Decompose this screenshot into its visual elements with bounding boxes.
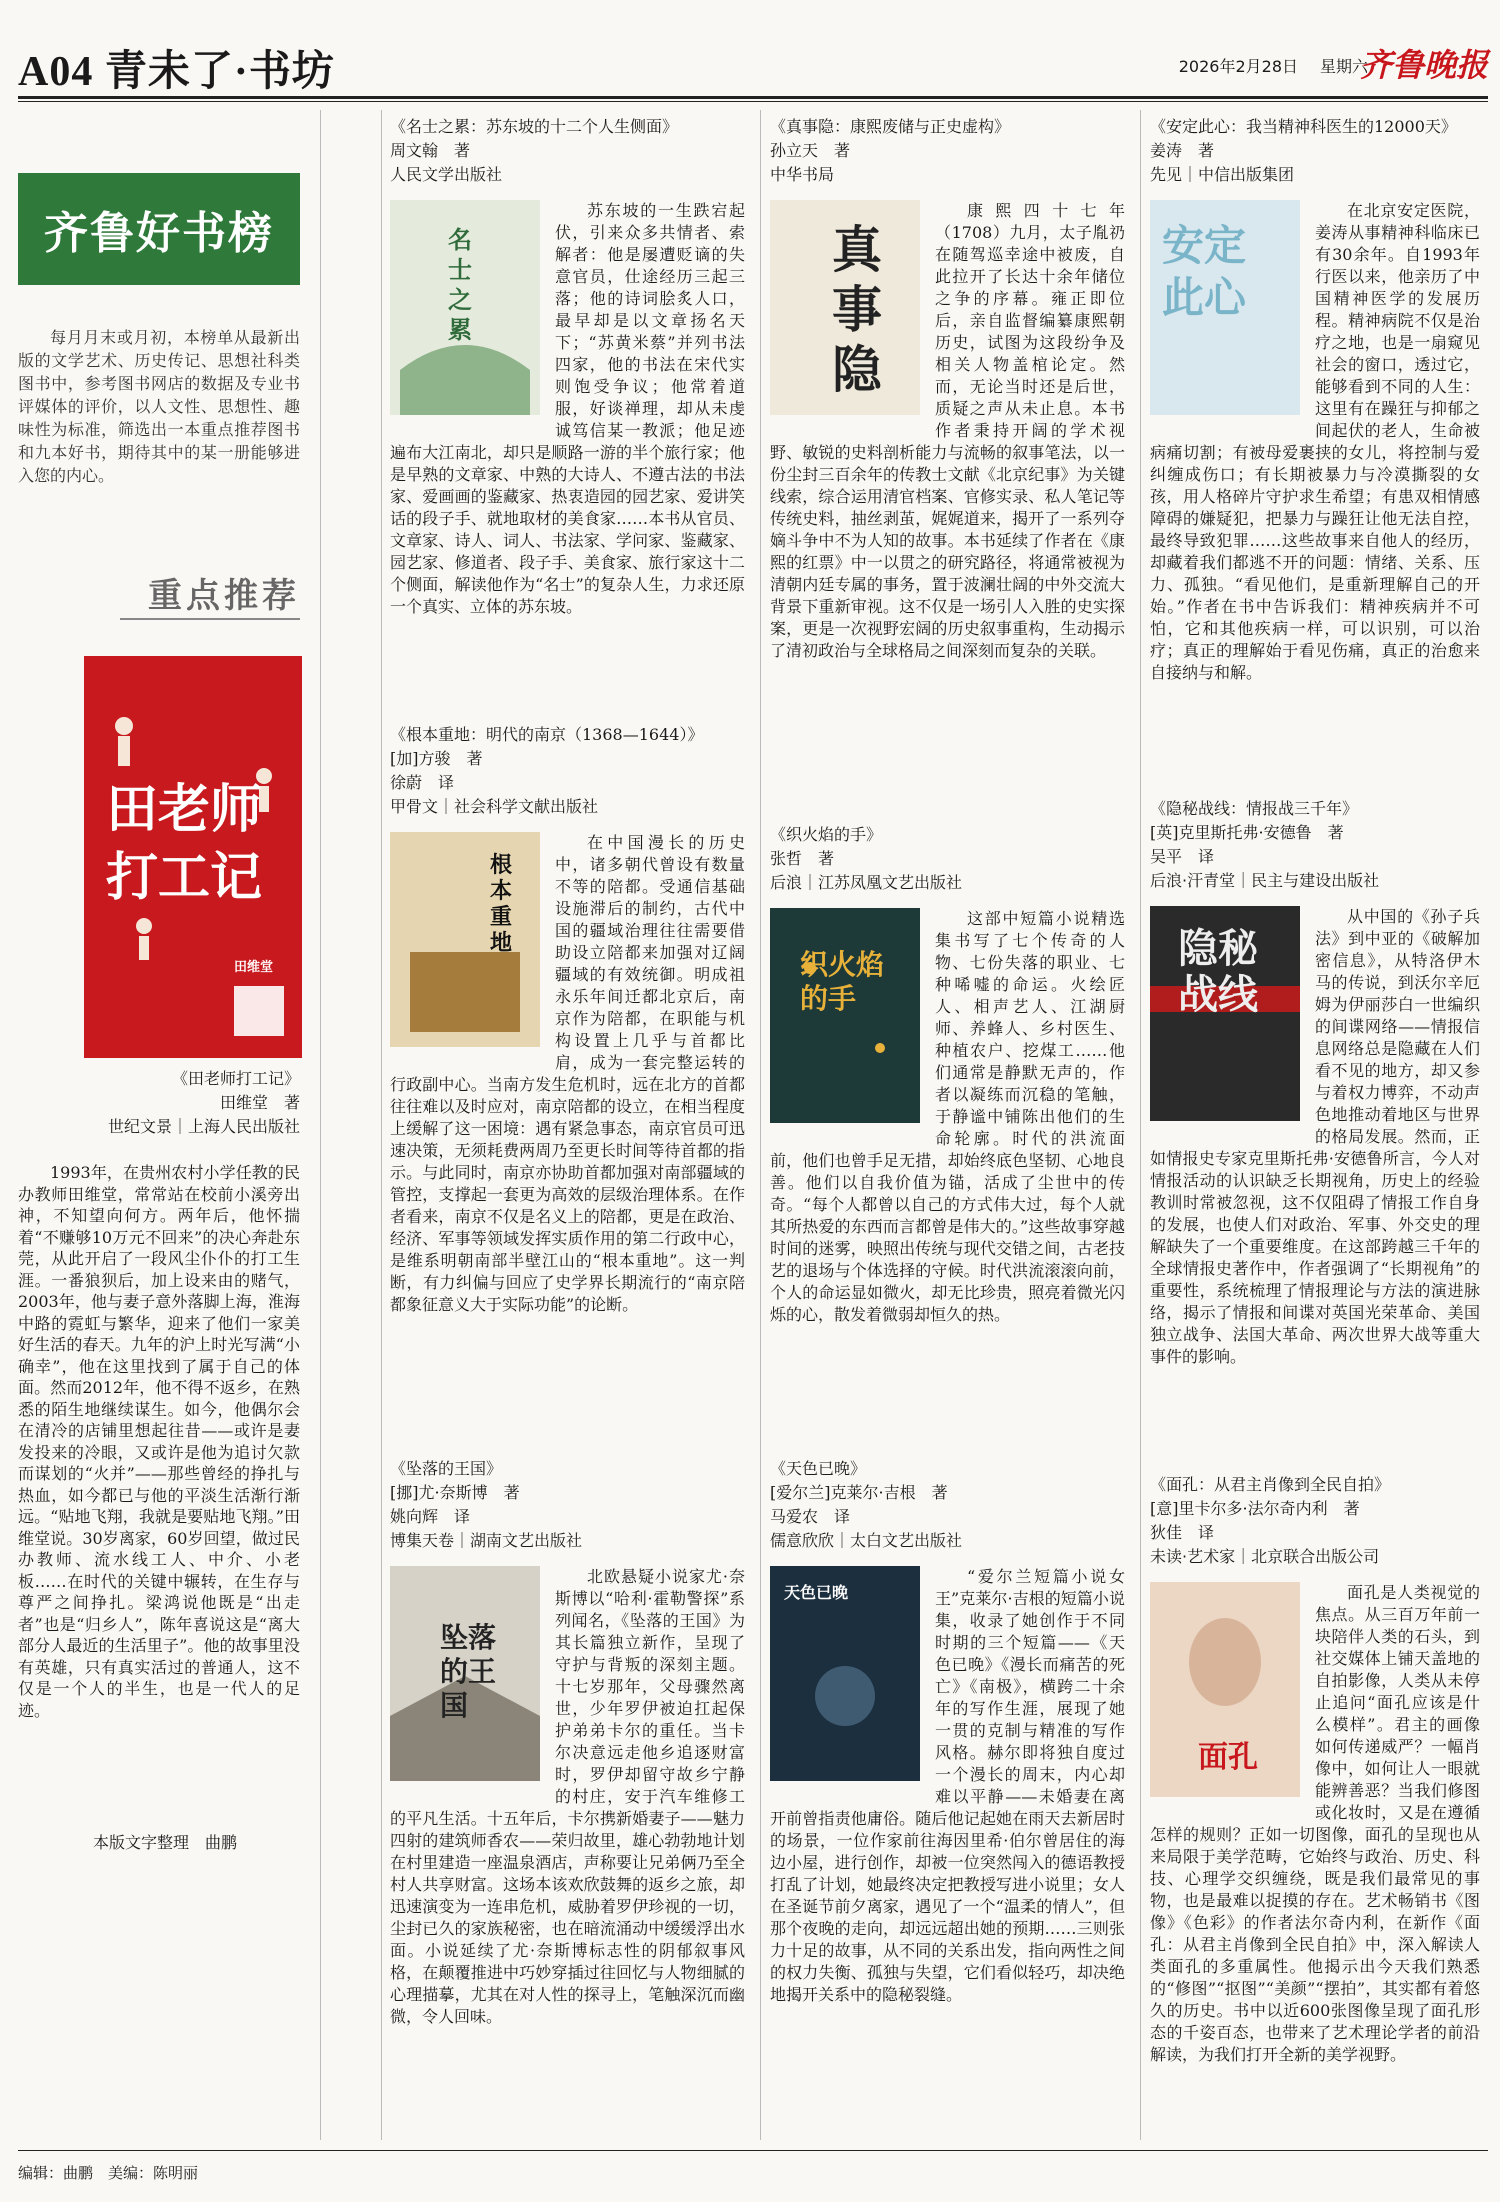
book-translator: 吴平 译 [1150,847,1215,866]
book-author: [英]克里斯托弗·安德鲁 著 [1150,823,1344,842]
book-author: 周文翰 著 [390,141,471,160]
book-publisher: 先见｜中信出版集团 [1150,165,1295,184]
book-entry [1150,114,1500,714]
book-author: 姜涛 著 [1150,141,1215,160]
book-author: [爱尔兰]克莱尔·吉根 著 [770,1483,948,1502]
book-title: 《安定此心：我当精神科医生的12000天》 [1150,117,1457,136]
featured-book-cover [84,656,302,1058]
book-title: 《天色已晚》 [770,1459,867,1478]
featured-heading: 重点推荐 [148,576,300,616]
column-divider [1140,110,1141,2140]
book-title: 《面孔：从君主肖像到全民自拍》 [1150,1475,1391,1494]
book-review: 在北京安定医院，姜涛从事精神科临床已有30余年。自1993年行医以来，他亲历了中国精神医学的发展历程。精神病院不仅是治疗之地，也是一扇窥见社会的窗口，透过它，能够看到不同的人生：这里有在躁狂与抑郁之间起伏的老人，生命被病痛切割；有被母爱裹挟的女儿，将控制与爱纠缠成伤口；有长期被暴力与冷漠撕裂的女孩，用人格碎片守护求生希望；有患双相情感障碍的嫌疑犯，把暴力与躁狂让他无法自控，最终导致犯罪……这些故事来自他人的经历，却藏着我们都逃不开的问题：情绪、关系、压力、孤独。“看见他们，是重新理解自己的开始。”作者在书中告诉我们：精神疾病并不可怕，它和其他疾病一样，可以识别，可以治疗；真正的理解始于看见伤痛，真正的治愈来自接纳与和解。 [1150,201,1480,682]
cover-title: 名士之累 [448,225,472,344]
book-publisher: 博集天卷｜湖南文艺出版社 [390,1531,583,1550]
column-divider [320,110,321,2140]
book-entry [770,1456,1125,2056]
featured-book-title: 《田老师打工记》 [171,1069,300,1088]
column-divider [381,110,382,2140]
featured-book-review: 1993年，在贵州农村小学任教的民办教师田维堂，常常站在校前小溪旁出神，不知望向何方。两年后，他怀揣着“不赚够10万元不回来”的决心奔赴东莞，从此开启了一段风尘仆仆的打工生涯。一番狼狈后，加上设来由的赌气，2003年，他与妻子意外落脚上海，淮海中路的霓虹与繁华，迎来了他们一家美好生活的春天。九年的沪上时光写满“小确幸”，他在这里找到了属于自己的体面。然而2012年，他不得不返乡，在熟悉的陌生地继续谋生。如今，他偶尔会在清冷的店铺里想起往昔——或许是妻发投来的冷眼，又或许是他为追讨欠款而谋划的“火并”——那些曾经的挣扎与热血，如今都已与他的平淡生活渐行渐远。“贴地飞翔，我就是要贴地飞翔。”田维堂说。30岁离家，60岁回望，做过民办教师、流水线工人、中介、小老板……在时代的关键中辗转，在生存与尊严之间挣扎。梁鸿说他既是“出走者”也是“归乡人”，陈年喜说这是“离大部分人最近的生活里子”。他的故事里没有英雄，只有真实活过的普通人，这不仅是一个人的半生，也是一代人的足迹。 [18,1163,300,1720]
book-publisher: 未读·艺术家｜北京联合出版公司 [1150,1547,1380,1566]
cover-title: 天色已晚 [784,1583,849,1602]
issue-date: 2026年2月28日 [1178,57,1298,76]
list-intro: 每月月末或月初，本榜单从最新出版的文学艺术、历史传记、思想社科类图书中，参考图书网店的数据及专业书评媒体的评价，以人文性、思想性、趣味性为标准，筛选出一本重点推荐图书和九本好书，期待其中的某一册能够进入您的内心。 [18,328,300,485]
book-translator: 马爱农 译 [770,1507,851,1526]
book-entry [1150,1472,1500,2072]
cover-title: 坠落的王国 [440,1621,497,1722]
cover-title: 面孔 [1198,1740,1258,1775]
cover-title: 隐秘战线 [1178,925,1258,1018]
book-translator: 徐蔚 译 [390,773,455,792]
header-rule-thin [18,101,1488,102]
book-author: 孙立天 著 [770,141,851,160]
cover-title: 安定此心 [1162,221,1247,322]
page-credit: 本版文字整理 曲鹏 [93,1833,238,1852]
book-review: 这部中短篇小说精选集书写了七个传奇的人物、七份失落的职业、七种唏嘘的命运。火绘匠人、相声艺人、江湖厨师、养蜂人、乡村医生、种植农户、挖煤工……他们通常是静默无声的，作者以凝练而沉稳的笔触，于静谧中铺陈出他们的生命轮廓。时代的洪流面前，他们也曾手足无措，却始终底色坚韧、心地良善。他们以自我价值为锚，活成了尘世中的传奇。“每个人都曾以自己的方式伟大过，每个人就其所热爱的东西而言都曾是伟大的。”这些故事穿越时间的迷雾，映照出传统与现代交错之间，古老技艺的退场与个体选择的守候。时代洪流滚滚向前，个人的命运显如微火，却无比珍贵，照亮着微光闪烁的心，散发着微弱却恒久的热。 [770,909,1125,1324]
book-translator: 狄佳 译 [1150,1523,1215,1542]
book-translator: 姚向辉 译 [390,1507,471,1526]
book-entry [390,1456,745,2056]
header-rule [18,96,1488,99]
cover-title: 根本重地 [490,852,513,956]
featured-book-publisher: 世纪文景｜上海人民出版社 [107,1117,300,1136]
book-review: 康熙四十七年（1708）九月，太子胤礽在随驾巡幸途中被废，自此拉开了长达十余年储位之争的序幕。雍正即位后，亲自监督编纂康熙朝历史，试图为这段纷争及相关人物盖棺论定。然而，无论当时还是后世，质疑之声从未止息。本书作者秉持开阔的学术视野、敏锐的史料剖析能力与流畅的叙事笔法，以一份尘封三百余年的传教士文献《北京纪事》为关键线索，综合运用清官档案、官修实录、私人笔记等传统史料，抽丝剥茧，娓娓道来，揭开了一系列夺嫡斗争中不为人知的故事。本书延续了作者在《康熙的红票》中一以贯之的研究路径，将通常被视为清朝内廷专属的事务，置于波澜壮阔的中外交流大背景下重新审视。这不仅是一场引人入胜的史实探案，更是一次视野宏阔的历史叙事重构，生动揭示了清初政治与全球格局之间深刻而复杂的关联。 [770,201,1125,660]
book-entry [1150,796,1500,1396]
book-entry [770,822,1125,1422]
column-divider [760,110,761,2140]
newspaper-logo: 齐鲁晚报 [1359,46,1488,84]
book-publisher: 甲骨文｜社会科学文献出版社 [390,797,599,816]
book-entry [390,114,745,714]
book-author: [加]方骏 著 [390,749,483,768]
book-title: 《根本重地：明代的南京（1368—1644）》 [390,725,704,744]
book-entry [390,722,745,1322]
book-publisher: 中华书局 [770,165,835,184]
book-author: 张哲 著 [770,849,835,868]
featured-book-author: 田维堂 著 [219,1093,300,1112]
book-publisher: 儒意欣欣｜太白文艺出版社 [770,1531,963,1550]
book-review: 北欧悬疑小说家尤·奈斯博以“哈利·霍勒警探”系列闻名，《坠落的王国》为其长篇独立新作，呈现了守护与背叛的深刻主题。十七岁那年，父母骤然离世，少年罗伊被迫扛起保护弟弟卡尔的重任。当卡尔决意远走他乡追逐财富时，罗伊却留守故乡宁静的村庄，安于汽车维修工的平凡生活。十五年后，卡尔携新婚妻子——魅力四射的建筑师香农——荣归故里，雄心勃勃地计划在村里建造一座温泉酒店，声称要让兄弟俩乃至全村人共享财富。这场本该欢欣鼓舞的返乡之旅，却迅速演变为一连串危机，威胁着罗伊珍视的一切，尘封已久的家族秘密，也在暗流涌动中缓缓浮出水面。小说延续了尤·奈斯博标志性的阴郁叙事风格，在颠覆推进中巧妙穿插过往回忆与人物细腻的心理描摹，尤其在对人性的探寻上，笔触深沉而幽微，令人回味。 [390,1567,745,2026]
list-banner: 齐鲁好书榜 [18,173,300,285]
book-review: 从中国的《孙子兵法》到中亚的《破解加密信息》，从特洛伊木马的传说，到沃尔辛厄姆为伊丽莎白一世编织的间谍网络——情报信息网络总是隐藏在人们看不见的地方，却又参与着权力博弈，不动声色地推动着地区与世界的格局发展。然而，正如情报史专家克里斯托弗·安德鲁所言，今人对情报活动的认识缺乏长期视角，历史上的经验教训时常被忽视，这不仅阻碍了情报工作自身的发展，也使人们对政治、军事、外交史的理解缺失了一个重要维度。在这部跨越三千年的全球情报史著作中，作者强调了“长期视角”的重要性，系统梳理了情报理论与方法的演进脉络，揭示了情报和间谍对英国光荣革命、美国独立战争、法国大革命、两次世界大战等重大事件的影响。 [1150,907,1480,1366]
issue-weekday: 星期六 [1319,57,1368,76]
book-publisher: 后浪·汗青堂｜民主与建设出版社 [1150,871,1380,890]
left-column [18,110,318,2110]
featured-cover-title: 田老师打工记 [106,780,263,908]
book-review: 苏东坡的一生跌宕起伏，引来众多共情者、索解者：他是屡遭贬谪的失意官员，仕途经历三起三落；他的诗词脍炙人口，最早却是以文章扬名天下；“苏黄米蔡”并列书法四家，他的书法在宋代实则饱受争议；他常着道服，好谈禅理，却从未虔诚笃信某一教派；他足迹遍布大江南北，却只是顺路一游的半个旅行家；他是早熟的文章家、中熟的大诗人、不遵古法的书法家、爱画画的鉴藏家、热衷造园的园艺家、爱讲笑话的段子手、就地取材的美食家……本书从官员、文章家、诗人、词人、书法家、学问家、鉴藏家、园艺家、修道者、段子手、美食家、旅行家这十二个侧面，解读他作为“名士”的复杂人生，力求还原一个真实、立体的苏东坡。 [390,201,745,616]
book-author: [挪]尤·奈斯博 著 [390,1483,520,1502]
book-title: 《名士之累：苏东坡的十二个人生侧面》 [390,117,679,136]
book-title: 《坠落的王国》 [390,1459,503,1478]
page-header [18,30,1488,95]
book-title: 《隐秘战线：情报战三千年》 [1150,799,1359,818]
book-title: 《真事隐：康熙废储与正史虚构》 [770,117,1011,136]
book-entry [770,114,1125,714]
book-review: 面孔是人类视觉的焦点。从三百万年前一块陪伴人类的石头，到社交媒体上铺天盖地的自拍影像，人类从未停止追问“面孔应该是什么模样”。君主的画像如何传递威严？一幅肖像中，如何让人一眼就能辨善恶？当我们修图或化妆时，又是在遵循怎样的规则？正如一切图像，面孔的呈现也从来局限于美学范畴，它始终与政治、历史、科技、心理学交织缠绕，既是我们最常见的事物，也是最难以捉摸的存在。艺术畅销书《图像》《色彩》的作者法尔奇内利，在新作《面孔：从君主肖像到全民自拍》中，深入解读人类面孔的多重属性。他揭示出今天我们熟悉的“修图”“抠图”“美颜”“摆拍”，其实都有着悠久的历史。书中以近600张图像呈现了面孔形态的千姿百态，也带来了艺术理论学者的前沿解读，为我们打开全新的美学视野。 [1150,1583,1480,2064]
cover-title: 织火焰的手 [800,948,885,1015]
book-author: [意]里卡尔多·法尔奇内利 著 [1150,1499,1360,1518]
featured-heading-rule [120,618,300,620]
book-review: 在中国漫长的历史中，诸多朝代曾设有数量不等的陪都。受通信基础设施滞后的制约，古代中国的疆域治理往往需要借助设立陪都来加强对辽阔疆域的有效统御。明成祖永乐年间迁都北京后，南京作为陪都，在职能与机构设置上几乎与首都比肩，成为一套完整运转的行政副中心。当南方发生危机时，远在北方的首都往往难以及时应对，南京陪都的设立，在相当程度上缓解了这一困境：遇有紧急事态，南京官员可迅速决策，无须耗费两周乃至更长时间等待首都的指示。与此同时，南京亦协助首都加强对南部疆域的管控，支撑起一套更为高效的层级治理体系。在作者看来，南京不仅是名义上的陪都，更是在政治、经济、军事等领域发挥实质作用的第二行政中心，是维系明朝南部半壁江山的“根本重地”。这一判断，有力纠偏与回应了史学界长期流行的“南京陪都象征意义大于实际功能”的论断。 [390,833,745,1314]
book-publisher: 后浪｜江苏凤凰文艺出版社 [770,873,963,892]
featured-cover-author: 田维堂 [234,960,274,975]
page-label: A04 青未了·书坊 [18,49,335,95]
book-title: 《织火焰的手》 [770,825,883,844]
page-footer: 编辑：曲鹏 美编：陈明丽 [18,2164,199,2182]
book-review: “爱尔兰短篇小说女王”克莱尔·吉根的短篇小说集，收录了她创作于不同时期的三个短篇——《天色已晚》《漫长而痛苦的死亡》《南极》，横跨二十余年的写作生涯，展现了她一贯的克制与精准的写作风格。赫尔即将独自度过一个漫长的周末，内心却难以平静——未婚妻在离开前曾指责他庸俗。随后他记起她在雨天去新居时的场景，一位作家前往海因里希·伯尔曾居住的海边小屋，进行创作，却被一位突然闯入的德语教授打乱了计划，她最终决定把教授写进小说里；女人在圣诞节前夕离家，遇见了一个“温柔的情人”，但那个夜晚的走向，却远远超出她的预期……三则张力十足的故事，从不同的关系出发，指向两性之间的权力失衡、孤独与失望，它们看似轻巧，却决绝地揭开关系中的隐秘裂缝。 [770,1567,1125,2004]
book-publisher: 人民文学出版社 [390,165,503,184]
cover-title: 真事隐 [832,220,882,399]
footer-rule [18,2150,1488,2151]
